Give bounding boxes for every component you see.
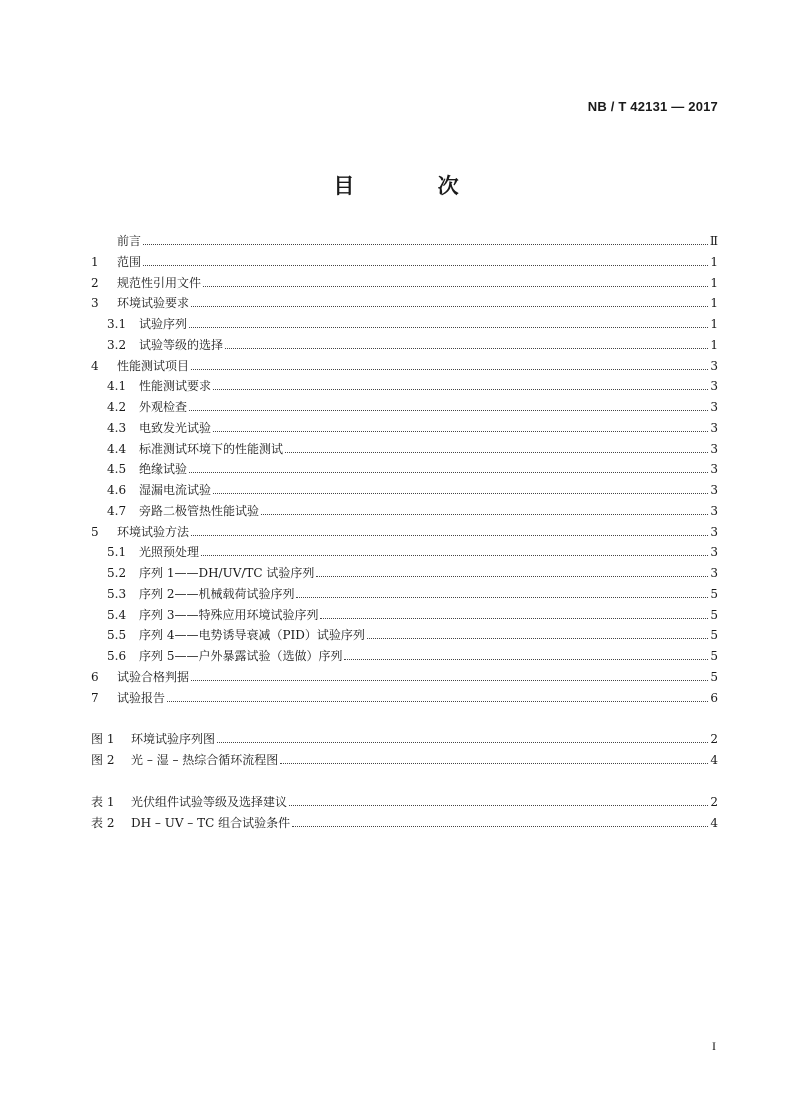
toc-entry-number: 5.4: [107, 607, 127, 622]
toc-entry-title: 试验报告: [117, 690, 166, 705]
toc-entry-title: 试验等级的选择: [139, 337, 224, 352]
toc-entry-title: 序列 5——户外暴露试验（选做）序列: [139, 649, 343, 663]
toc-entry-page: 5: [710, 649, 718, 663]
dot-leader: [191, 525, 708, 536]
dot-leader: [203, 276, 708, 287]
toc-entry[interactable]: [91, 356, 718, 377]
page-number: I: [712, 1039, 716, 1053]
toc-entry-page: 1: [710, 275, 718, 290]
toc-entry-number: 4.4: [107, 441, 127, 456]
toc-entry-page: 5: [710, 586, 718, 601]
toc-entry-title: 绝缘试验: [139, 462, 188, 477]
toc-entry[interactable]: [91, 584, 718, 605]
toc-entry-title: 环境试验方法: [117, 524, 190, 539]
toc-entry-title: 湿漏电流试验: [139, 483, 212, 497]
toc-entry-number: 4.2: [107, 400, 127, 414]
toc-entry-number: 4.5: [107, 462, 127, 477]
dot-leader: [213, 483, 708, 494]
toc-entry-page: 6: [710, 690, 718, 705]
dot-leader: [189, 400, 708, 411]
toc-entry-number: 5.5: [107, 628, 127, 643]
toc-entry-page: 3: [710, 441, 718, 456]
table-of-contents: [91, 231, 718, 833]
toc-entry-title: 电致发光试验: [139, 420, 212, 435]
toc-entry[interactable]: [91, 480, 718, 501]
toc-entry-page: Ⅱ: [709, 234, 718, 248]
section-spacer: [91, 771, 718, 792]
dot-leader: [316, 566, 708, 577]
dot-leader: [296, 587, 708, 598]
toc-entry-number: 5.3: [107, 586, 127, 601]
toc-entry-title: 外观检查: [139, 400, 188, 414]
figure-list-entry[interactable]: [91, 750, 718, 771]
toc-entry-title: 光 – 湿 – 热综合循环流程图: [131, 753, 279, 767]
toc-entry-page: 4: [710, 815, 718, 830]
toc-entry-page: 1: [710, 296, 718, 311]
dot-leader: [225, 338, 708, 349]
dot-leader: [143, 234, 708, 245]
dot-leader: [217, 732, 708, 743]
dot-leader: [191, 296, 708, 307]
toc-entry-page: 3: [710, 462, 718, 477]
toc-entry[interactable]: [91, 418, 718, 439]
toc-entry-number: 7: [91, 690, 99, 705]
dot-leader: [189, 462, 708, 473]
toc-entry-page: 3: [710, 400, 718, 414]
toc-entry-title: 环境试验序列图: [131, 732, 216, 747]
toc-entry[interactable]: [91, 252, 718, 273]
toc-entry-title: 环境试验要求: [117, 296, 190, 311]
toc-entry[interactable]: [91, 231, 718, 252]
dot-leader: [320, 608, 708, 619]
toc-entry-number: 表 1: [91, 794, 115, 809]
section-spacer: [91, 708, 718, 729]
dot-leader: [167, 691, 708, 702]
toc-entry-page: 3: [710, 358, 718, 373]
toc-entry-number: 4: [91, 358, 99, 373]
toc-entry[interactable]: [91, 439, 718, 460]
dot-leader: [280, 753, 708, 764]
toc-entry-number: 4.6: [107, 483, 127, 497]
toc-entry-page: 3: [710, 566, 718, 580]
page-title: 目 次: [333, 174, 497, 198]
toc-entry[interactable]: [91, 542, 718, 563]
toc-entry-title: 范围: [117, 254, 142, 269]
toc-entry-page: 3: [710, 524, 718, 539]
toc-entry-page: 3: [710, 483, 718, 497]
toc-entry-page: 2: [710, 732, 718, 747]
toc-entry-title: 序列 1——DH/UV/TC 试验序列: [139, 566, 315, 580]
toc-entry-number: 3.2: [107, 337, 127, 352]
dot-leader: [143, 255, 708, 266]
table-list-entry[interactable]: [91, 792, 718, 813]
toc-entry-page: 4: [710, 753, 718, 767]
toc-entry[interactable]: [91, 397, 718, 418]
toc-entry-title: 试验序列: [139, 317, 188, 331]
toc-entry[interactable]: [91, 293, 718, 314]
toc-entry[interactable]: [91, 335, 718, 356]
toc-entry[interactable]: [91, 459, 718, 480]
toc-entry-title: 试验合格判据: [117, 669, 190, 684]
toc-entry-title: 标准测试环境下的性能测试: [139, 441, 284, 456]
toc-entry[interactable]: [91, 688, 718, 709]
dot-leader: [367, 628, 708, 639]
toc-entry-page: 3: [710, 379, 718, 394]
table-list-entry[interactable]: [91, 813, 718, 834]
dot-leader: [191, 670, 708, 681]
toc-entry-page: 1: [710, 337, 718, 352]
figure-list-entry[interactable]: [91, 729, 718, 750]
toc-entry[interactable]: [91, 667, 718, 688]
dot-leader: [191, 359, 708, 370]
dot-leader: [344, 649, 708, 660]
standard-code: NB / T 42131 — 2017: [587, 99, 718, 114]
dot-leader: [213, 379, 708, 390]
dot-leader: [289, 795, 708, 806]
dot-leader: [213, 421, 708, 432]
toc-entry-number: 4.7: [107, 503, 127, 518]
toc-entry[interactable]: [91, 376, 718, 397]
toc-entry[interactable]: [91, 273, 718, 294]
toc-entry-number: 5: [91, 524, 99, 539]
dot-leader: [261, 504, 708, 515]
toc-entry-page: 1: [710, 317, 718, 331]
toc-entry-number: 5.6: [107, 649, 127, 663]
toc-entry-page: 2: [710, 794, 718, 809]
dot-leader: [189, 317, 708, 328]
toc-entry-page: 1: [710, 254, 718, 269]
toc-entry-number: 6: [91, 669, 99, 684]
toc-entry-page: 3: [710, 545, 718, 560]
toc-entry-number: 3: [91, 296, 99, 311]
toc-entry-number: 2: [91, 275, 99, 290]
toc-entry-title: 光照预处理: [139, 545, 200, 560]
toc-entry-title: 序列 3——特殊应用环境试验序列: [139, 607, 319, 622]
toc-entry-title: 序列 4——电势诱导衰减（PID）试验序列: [139, 628, 365, 643]
toc-entry-title: 光伏组件试验等级及选择建议: [131, 794, 288, 809]
toc-entry-title: 规范性引用文件: [117, 275, 202, 290]
toc-entry-number: 4.1: [107, 379, 127, 394]
toc-entry-page: 5: [710, 628, 718, 643]
toc-entry-number: 图 1: [91, 732, 115, 747]
toc-entry-title: 性能测试要求: [139, 379, 212, 394]
dot-leader: [201, 545, 708, 556]
toc-entry-number: 图 2: [91, 753, 115, 767]
toc-entry-title: 序列 2——机械载荷试验序列: [139, 586, 295, 601]
toc-entry-number: 5.2: [107, 566, 127, 580]
toc-entry-page: 3: [710, 420, 718, 435]
toc-entry-page: 3: [710, 503, 718, 518]
toc-entry-number: 1: [91, 254, 99, 269]
dot-leader: [285, 442, 708, 453]
toc-entry-number: 3.1: [107, 317, 127, 331]
toc-entry-page: 5: [710, 607, 718, 622]
toc-entry[interactable]: [91, 625, 718, 646]
toc-entry[interactable]: [91, 605, 718, 626]
toc-entry-number: 表 2: [91, 815, 115, 830]
toc-entry[interactable]: [91, 501, 718, 522]
toc-entry[interactable]: [91, 522, 718, 543]
toc-entry-title: 性能测试项目: [117, 358, 190, 373]
toc-entry-title: 前言: [117, 234, 142, 248]
toc-entry[interactable]: [91, 563, 718, 584]
dot-leader: [292, 816, 708, 827]
toc-entry-number: 4.3: [107, 420, 127, 435]
toc-entry-title: DH – UV – TC 组合试验条件: [131, 815, 291, 830]
toc-entry[interactable]: [91, 314, 718, 335]
toc-entry-number: 5.1: [107, 545, 127, 560]
toc-entry-page: 5: [710, 669, 718, 684]
toc-entry[interactable]: [91, 646, 718, 667]
toc-entry-title: 旁路二极管热性能试验: [139, 503, 260, 518]
